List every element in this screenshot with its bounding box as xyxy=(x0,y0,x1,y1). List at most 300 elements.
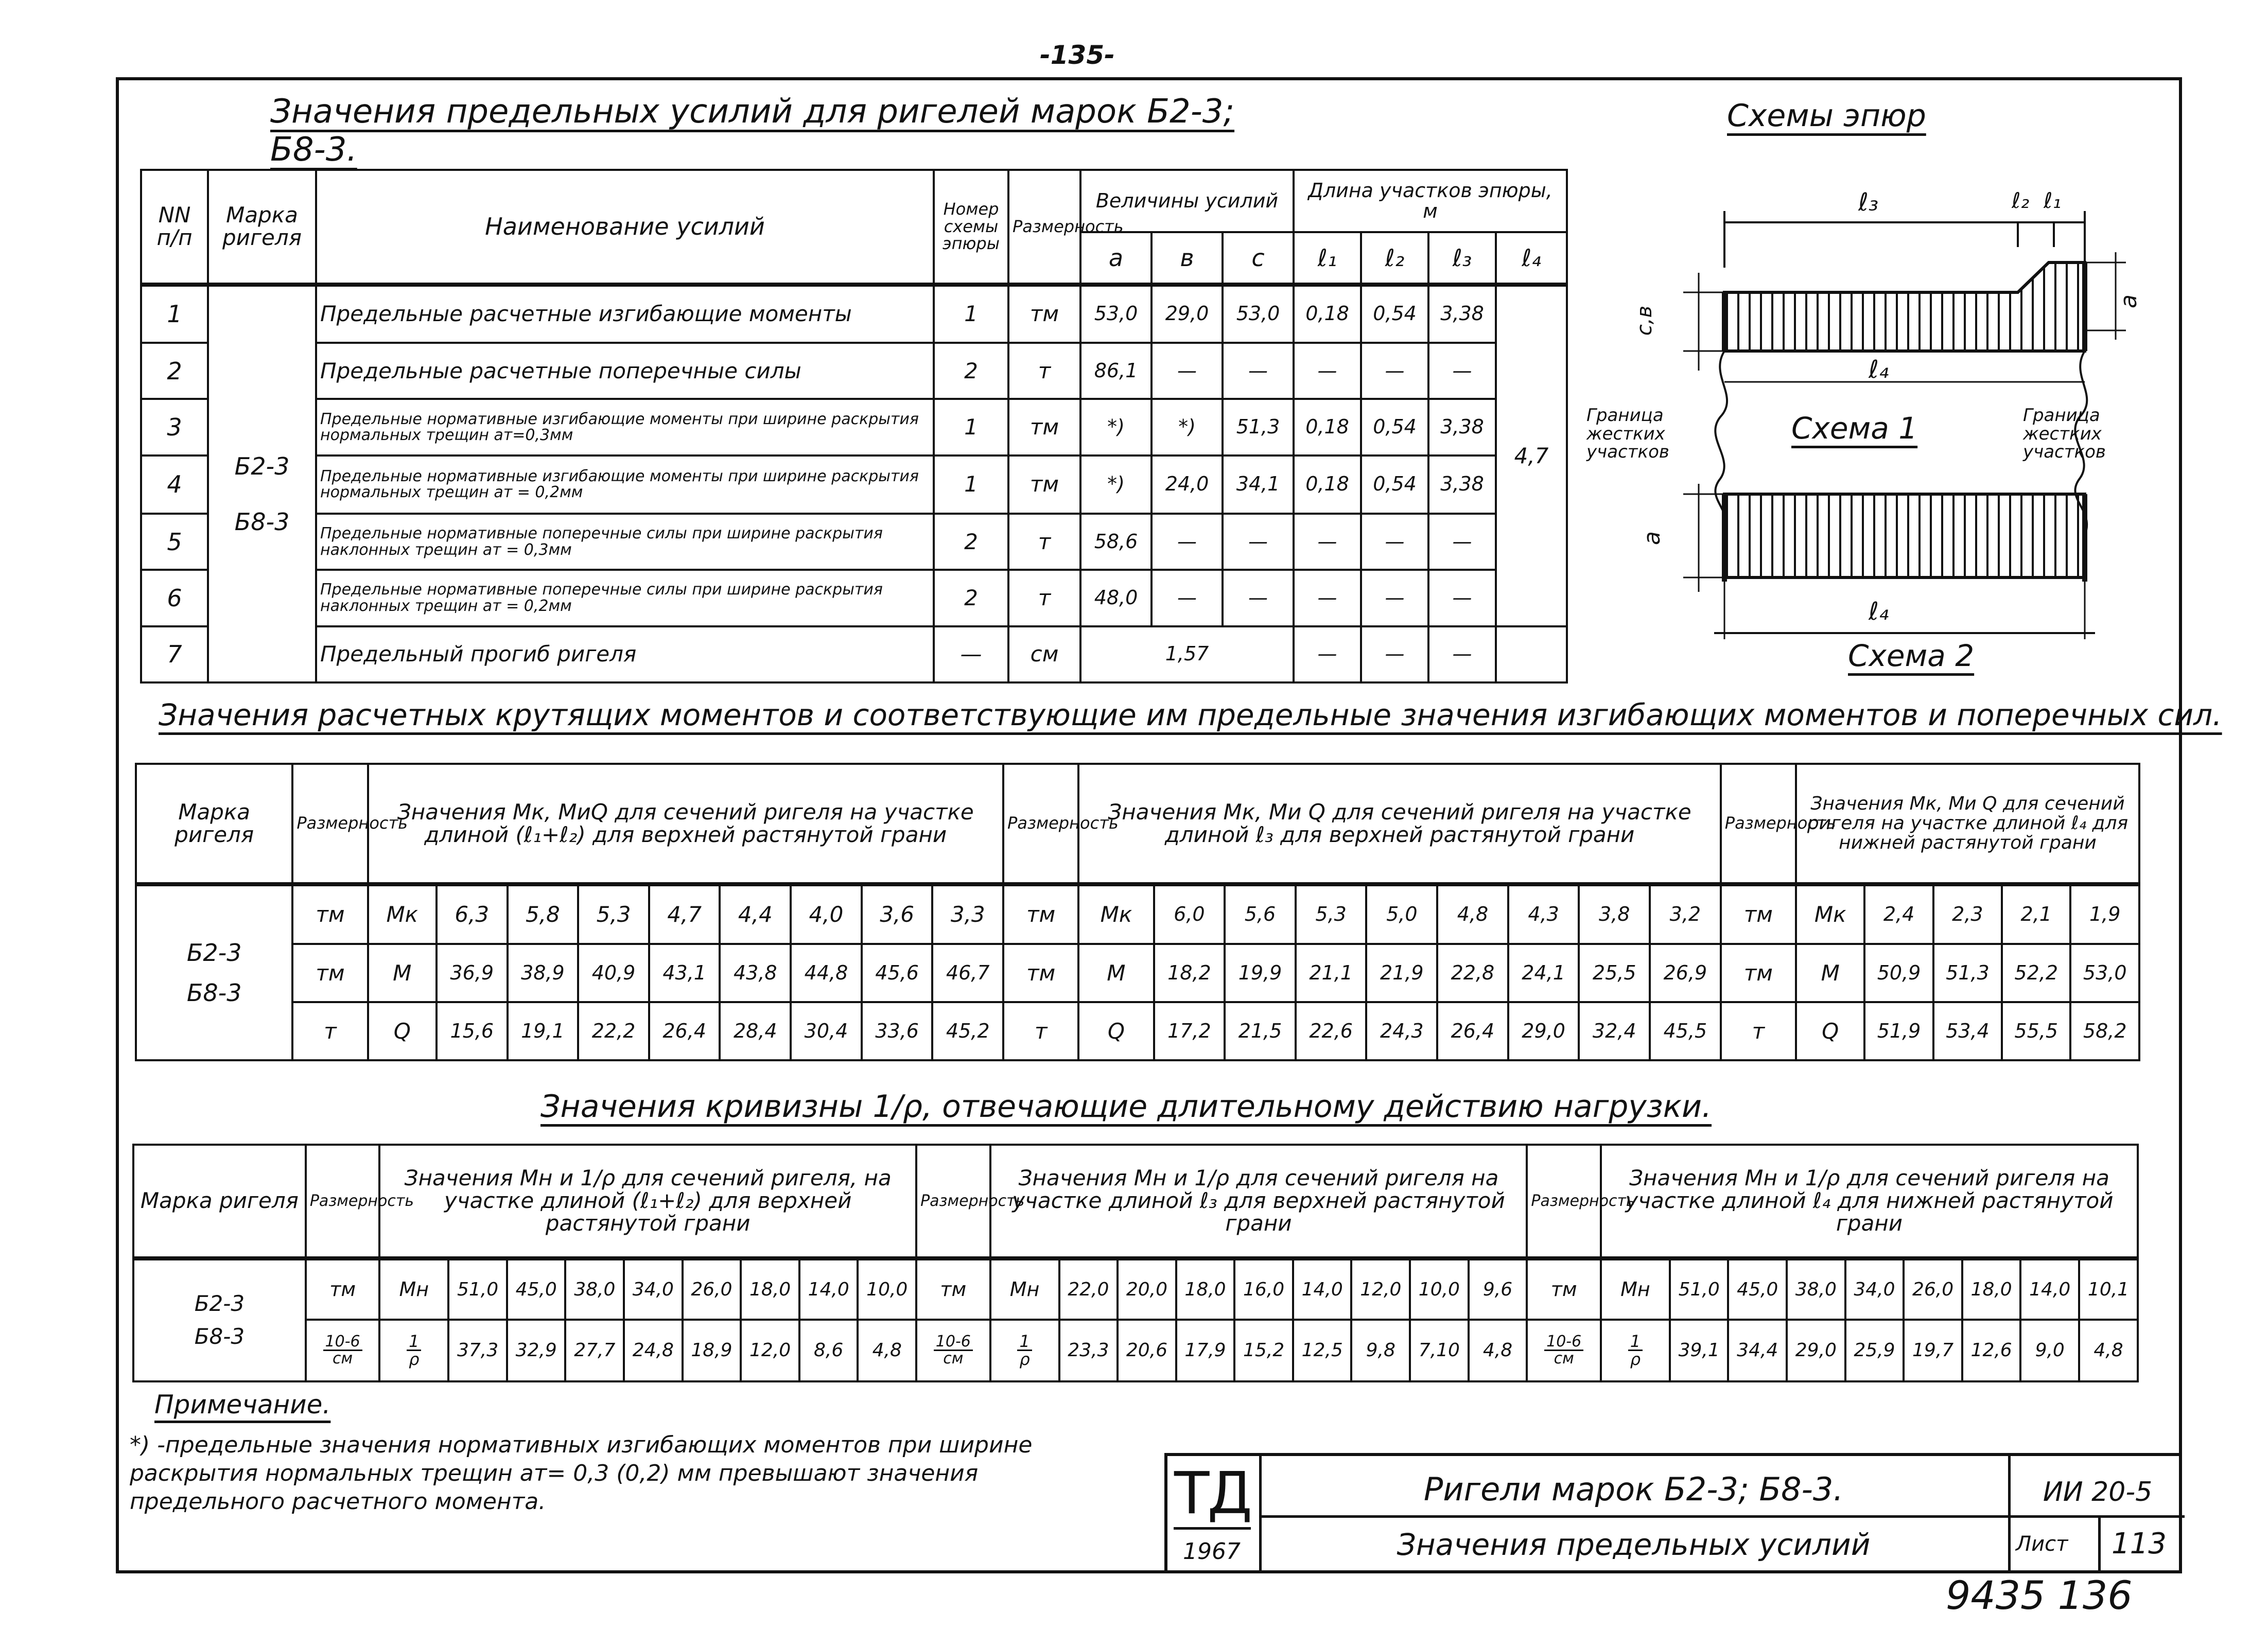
dim-denominator: см xyxy=(333,1350,353,1368)
value: 12,0 xyxy=(741,1320,799,1381)
value: 22,6 xyxy=(1296,1002,1367,1060)
empty-cell xyxy=(1496,626,1567,682)
value: 40,9 xyxy=(578,944,649,1002)
value-l1: — xyxy=(1294,343,1361,399)
symbol: Mн xyxy=(379,1258,448,1320)
scheme-number: 1 xyxy=(934,399,1008,455)
value-l1: — xyxy=(1294,570,1361,626)
col-group-2: Значения Mк, Mи Q для сечений ригеля на участке длиной ℓ₃ для верхней растянутой грани xyxy=(1078,764,1720,884)
stamp-divider xyxy=(1259,1515,2008,1518)
force-name: Предельные нормативные изгибающие моменты при ширине раскрытия нормальных трещин aт=0,3мм xyxy=(316,399,934,455)
col-marka: Марка ригеля xyxy=(133,1145,306,1258)
dimension: тм xyxy=(1721,944,1796,1002)
dimension: т xyxy=(1008,343,1080,399)
value: 34,0 xyxy=(1845,1258,1904,1320)
scheme-1-diagram xyxy=(1683,211,2126,535)
value: 3,8 xyxy=(1579,884,1650,944)
dimension: тм xyxy=(292,944,368,1002)
table-row xyxy=(133,1258,2138,1320)
dim-numerator: 10-6 xyxy=(323,1334,362,1351)
value: 29,0 xyxy=(1508,1002,1579,1060)
value-l3: — xyxy=(1428,626,1496,682)
value: 51,9 xyxy=(1864,1002,1933,1060)
value: 12,6 xyxy=(1962,1320,2021,1381)
scheme-number: — xyxy=(934,626,1008,682)
table-row xyxy=(141,514,1567,570)
value: 12,5 xyxy=(1293,1320,1352,1381)
dimension: тм xyxy=(1008,285,1080,343)
dim-l4-label-2: ℓ₄ xyxy=(1869,597,1889,626)
value: 4,8 xyxy=(2079,1320,2138,1381)
dimension: т xyxy=(292,1002,368,1060)
value: 18,0 xyxy=(1176,1258,1235,1320)
value-a: 53,0 xyxy=(1080,285,1152,343)
value: 43,8 xyxy=(720,944,791,1002)
value-c: 53,0 xyxy=(1223,285,1294,343)
dimension: т xyxy=(1008,570,1080,626)
sym-numerator: 1 xyxy=(1017,1333,1032,1351)
value: 3,2 xyxy=(1650,884,1721,944)
value-c: — xyxy=(1223,514,1294,570)
col-dim: Размерность xyxy=(1003,764,1078,884)
value-b: — xyxy=(1152,514,1223,570)
col-values: Величины усилий xyxy=(1080,170,1294,232)
col-nn: NN п/п xyxy=(141,170,208,285)
value: 21,9 xyxy=(1366,944,1437,1002)
value: 4,8 xyxy=(1437,884,1508,944)
value: 32,9 xyxy=(507,1320,566,1381)
col-name: Наименование усилий xyxy=(316,170,934,285)
dim-numerator: 10-6 xyxy=(934,1334,973,1351)
stamp-divider xyxy=(2011,1515,2185,1518)
value: 53,4 xyxy=(1933,1002,2002,1060)
value-l2: — xyxy=(1361,343,1428,399)
value: 9,8 xyxy=(1351,1320,1410,1381)
value-a: 58,6 xyxy=(1080,514,1152,570)
value-l3: 3,38 xyxy=(1428,399,1496,455)
value: 52,2 xyxy=(2002,944,2070,1002)
col-dim: Размерность xyxy=(1008,170,1080,285)
value: 46,7 xyxy=(932,944,1003,1002)
value: 51,0 xyxy=(1670,1258,1729,1320)
symbol: Q xyxy=(1796,1002,1864,1060)
value: 29,0 xyxy=(1787,1320,1845,1381)
table-row xyxy=(133,1320,2138,1381)
stamp-year: 1967 xyxy=(1183,1538,1241,1565)
force-name: Предельные нормативные поперечные силы при ширине раскрытия наклонных трещин aт = 0,2мм xyxy=(316,570,934,626)
dim-cb-label: с,в xyxy=(1633,305,1657,336)
dimension: т xyxy=(1003,1002,1078,1060)
table-row xyxy=(141,343,1567,399)
value-l2: — xyxy=(1361,570,1428,626)
dimension: тм xyxy=(1003,884,1078,944)
curvature-table xyxy=(132,1144,2139,1382)
row-number: 5 xyxy=(141,514,208,570)
value: 4,8 xyxy=(858,1320,916,1381)
symbol: M xyxy=(1078,944,1154,1002)
value: 26,4 xyxy=(649,1002,720,1060)
value-l2: 0,54 xyxy=(1361,399,1428,455)
stamp-sheet-number: 113 xyxy=(2112,1527,2167,1561)
marka-value: Б2-3 xyxy=(186,938,242,967)
value-b: — xyxy=(1152,343,1223,399)
value: 5,6 xyxy=(1225,884,1296,944)
symbol-fraction xyxy=(990,1320,1059,1381)
value: 4,8 xyxy=(1469,1320,1527,1381)
value-l3: 3,38 xyxy=(1428,455,1496,514)
value: 21,5 xyxy=(1225,1002,1296,1060)
table-row xyxy=(136,944,2139,1002)
symbol: Mк xyxy=(368,884,437,944)
col-dim: Размерность xyxy=(916,1145,990,1258)
value: 14,0 xyxy=(2020,1258,2079,1320)
archive-number: 9435 136 xyxy=(1946,1572,2133,1618)
value: 44,8 xyxy=(791,944,862,1002)
table-row xyxy=(141,399,1567,455)
value: 27,7 xyxy=(565,1320,624,1381)
value: 50,9 xyxy=(1864,944,1933,1002)
value: 38,0 xyxy=(565,1258,624,1320)
col-scheme: Номер схемы эпюры xyxy=(934,170,1008,285)
col-dim: Размерность xyxy=(306,1145,380,1258)
value-l2: 0,54 xyxy=(1361,285,1428,343)
force-name: Предельные расчетные поперечные силы xyxy=(316,343,934,399)
table1-title: Значения предельных усилий для ригелей марок Б2-3; Б8-3. xyxy=(270,93,1235,169)
value: 20,6 xyxy=(1118,1320,1176,1381)
scheme-1-label: Схема 1 xyxy=(1791,411,1918,446)
border-right-label: Граница жестких участков xyxy=(2023,405,2106,463)
value: 4,3 xyxy=(1508,884,1579,944)
value: 24,1 xyxy=(1508,944,1579,1002)
value-a: *) xyxy=(1080,399,1152,455)
value: 20,0 xyxy=(1118,1258,1176,1320)
dim-l2-label: ℓ₂ xyxy=(2012,188,2030,213)
marka-value: Б8-3 xyxy=(194,1324,245,1350)
col-group-3: Значения Mн и 1/ρ для сечений ригеля на участке длиной ℓ₄ для нижней растянутой грани xyxy=(1601,1145,2138,1258)
value: 10,0 xyxy=(1410,1258,1469,1320)
table2-title: Значения расчетных крутящих моментов и соответствующие им предельные значения изгибающих моментов и поперечных сил. xyxy=(159,697,2222,732)
value: 45,5 xyxy=(1650,1002,1721,1060)
value: 24,3 xyxy=(1366,1002,1437,1060)
col-dim: Размерность xyxy=(1527,1145,1601,1258)
value-l4: 4,7 xyxy=(1496,285,1567,626)
value: 18,0 xyxy=(1962,1258,2021,1320)
table-row xyxy=(136,884,2139,944)
dimension: тм xyxy=(1008,399,1080,455)
symbol: M xyxy=(1796,944,1864,1002)
value-l1: 0,18 xyxy=(1294,399,1361,455)
value-l1: 0,18 xyxy=(1294,285,1361,343)
value-l2: 0,54 xyxy=(1361,455,1428,514)
value: 19,7 xyxy=(1904,1320,1962,1381)
value: 17,2 xyxy=(1154,1002,1225,1060)
value-c: 34,1 xyxy=(1223,455,1294,514)
dim-l1-label: ℓ₁ xyxy=(2044,188,2062,213)
row-number: 3 xyxy=(141,399,208,455)
title-block xyxy=(1164,1453,2182,1573)
row-number: 6 xyxy=(141,570,208,626)
scheme-number: 2 xyxy=(934,343,1008,399)
note-title: Примечание. xyxy=(154,1390,331,1420)
value: 5,0 xyxy=(1366,884,1437,944)
sym-denominator: ρ xyxy=(409,1349,420,1369)
value: 10,0 xyxy=(858,1258,916,1320)
value: 22,8 xyxy=(1437,944,1508,1002)
dim-a-label: a xyxy=(2115,294,2142,308)
value: 22,0 xyxy=(1059,1258,1118,1320)
symbol: Mн xyxy=(1601,1258,1670,1320)
value: 19,9 xyxy=(1225,944,1296,1002)
col-marka: Марка ригеля xyxy=(208,170,316,285)
value: 14,0 xyxy=(1293,1258,1352,1320)
stamp-title-cell xyxy=(1259,1456,2008,1573)
value: 10,1 xyxy=(2079,1258,2138,1320)
value: 18,0 xyxy=(741,1258,799,1320)
value: 58,2 xyxy=(2070,1002,2139,1060)
value-l1: — xyxy=(1294,514,1361,570)
value-b: 29,0 xyxy=(1152,285,1223,343)
marka-cell xyxy=(208,285,316,682)
scheme-number: 2 xyxy=(934,570,1008,626)
value: 2,3 xyxy=(1933,884,2002,944)
value: 12,0 xyxy=(1351,1258,1410,1320)
stamp-divider xyxy=(2098,1515,2101,1573)
value: 37,3 xyxy=(448,1320,507,1381)
value: 28,4 xyxy=(720,1002,791,1060)
sym-denominator: ρ xyxy=(1019,1349,1030,1369)
col-l4: ℓ₄ xyxy=(1496,232,1567,284)
stamp-logo: ТД xyxy=(1174,1460,1251,1530)
value: 19,1 xyxy=(508,1002,579,1060)
value: 6,3 xyxy=(437,884,508,944)
symbol-fraction xyxy=(379,1320,448,1381)
value: 45,0 xyxy=(1728,1258,1787,1320)
marka-value: Б2-3 xyxy=(234,452,290,481)
stamp-sheet-label: Лист xyxy=(2016,1532,2068,1556)
dimension: т xyxy=(1008,514,1080,570)
value: 3,3 xyxy=(932,884,1003,944)
symbol: Q xyxy=(368,1002,437,1060)
value-l2: — xyxy=(1361,626,1428,682)
col-l2: ℓ₂ xyxy=(1361,232,1428,284)
symbol: Mн xyxy=(990,1258,1059,1320)
marka-cell xyxy=(136,884,292,1060)
value-l1: — xyxy=(1294,626,1361,682)
value: 9,6 xyxy=(1469,1258,1527,1320)
value-b: *) xyxy=(1152,399,1223,455)
value: 2,1 xyxy=(2002,884,2070,944)
dimension: тм xyxy=(292,884,368,944)
value: 8,6 xyxy=(799,1320,858,1381)
value: 4,4 xyxy=(720,884,791,944)
value-b: — xyxy=(1152,570,1223,626)
dimension: тм xyxy=(1003,944,1078,1002)
value: 4,0 xyxy=(791,884,862,944)
dimension: тм xyxy=(306,1258,380,1320)
sym-numerator: 1 xyxy=(1628,1333,1643,1351)
dimension: тм xyxy=(916,1258,990,1320)
value: 18,2 xyxy=(1154,944,1225,1002)
value: 38,9 xyxy=(508,944,579,1002)
sym-numerator: 1 xyxy=(407,1333,421,1351)
value-c: — xyxy=(1223,570,1294,626)
value: 34,4 xyxy=(1728,1320,1787,1381)
marka-value: Б8-3 xyxy=(186,978,242,1007)
value: 25,9 xyxy=(1845,1320,1904,1381)
value: 26,0 xyxy=(1904,1258,1962,1320)
value: 45,2 xyxy=(932,1002,1003,1060)
value: 14,0 xyxy=(799,1258,858,1320)
value: 36,9 xyxy=(437,944,508,1002)
col-group-3: Значения Mк, Mи Q для сечений ригеля на участке длиной ℓ₄ для нижней растянутой грани xyxy=(1796,764,2139,884)
col-l3: ℓ₃ xyxy=(1428,232,1496,284)
dim-a-label-2: a xyxy=(1638,531,1665,545)
value-l3: 3,38 xyxy=(1428,285,1496,343)
stamp-code: ИИ 20-5 xyxy=(2043,1477,2153,1508)
value: 4,7 xyxy=(649,884,720,944)
dim-denominator: см xyxy=(943,1350,964,1368)
value-a: 48,0 xyxy=(1080,570,1152,626)
value: 18,9 xyxy=(683,1320,741,1381)
value: 2,4 xyxy=(1864,884,1933,944)
value: 9,0 xyxy=(2020,1320,2079,1381)
dim-l3-label: ℓ₃ xyxy=(1858,188,1879,217)
col-l1: ℓ₁ xyxy=(1294,232,1361,284)
table-row xyxy=(136,1002,2139,1060)
border-left-label: Граница жестких участков xyxy=(1586,405,1669,463)
col-a: a xyxy=(1080,232,1152,284)
table-row xyxy=(141,626,1567,682)
scheme-number: 1 xyxy=(934,455,1008,514)
value: 15,6 xyxy=(437,1002,508,1060)
force-name: Предельные нормативные изгибающие моменты при ширине раскрытия нормальных трещин aт = 0,2мм xyxy=(316,455,934,514)
symbol: M xyxy=(368,944,437,1002)
table3-title: Значения кривизны 1/ρ, отвечающие длительному действию нагрузки. xyxy=(540,1089,1712,1125)
row-number: 2 xyxy=(141,343,208,399)
torque-table xyxy=(135,763,2140,1061)
value: 22,2 xyxy=(578,1002,649,1060)
note-text: *) -предельные значения нормативных изгибающих моментов при ширине раскрытия нормальных трещин aт= 0,3 (0,2) мм превышают значения предельного расчетного момента. xyxy=(130,1432,1033,1515)
value-deflection: 1,57 xyxy=(1080,626,1294,682)
value-a: *) xyxy=(1080,455,1152,514)
marka-value: Б2-3 xyxy=(194,1291,245,1317)
value: 5,8 xyxy=(508,884,579,944)
value: 24,8 xyxy=(624,1320,683,1381)
col-dim: Размерность xyxy=(1721,764,1796,884)
value-b: 24,0 xyxy=(1152,455,1223,514)
dimension: т xyxy=(1721,1002,1796,1060)
symbol-fraction xyxy=(1601,1320,1670,1381)
schemes-title: Схемы эпюр xyxy=(1727,98,1926,134)
value-c: — xyxy=(1223,343,1294,399)
symbol: Mк xyxy=(1796,884,1864,944)
force-name: Предельные нормативные поперечные силы при ширине раскрытия наклонных трещин aт = 0,3мм xyxy=(316,514,934,570)
col-dim: Размерность xyxy=(292,764,368,884)
force-name: Предельные расчетные изгибающие моменты xyxy=(316,285,934,343)
row-number: 1 xyxy=(141,285,208,343)
value: 43,1 xyxy=(649,944,720,1002)
value-l2: — xyxy=(1361,514,1428,570)
table-row xyxy=(141,455,1567,514)
stamp-subtitle: Значения предельных усилий xyxy=(1397,1527,1871,1562)
value-a: 86,1 xyxy=(1080,343,1152,399)
table-row xyxy=(141,570,1567,626)
col-group-1: Значения Mк, MиQ для сечений ригеля на участке длиной (ℓ₁+ℓ₂) для верхней растянутой грани xyxy=(368,764,1003,884)
value: 23,3 xyxy=(1059,1320,1118,1381)
scheme-number: 2 xyxy=(934,514,1008,570)
value-l1: 0,18 xyxy=(1294,455,1361,514)
stamp-title: Ригели марок Б2-3; Б8-3. xyxy=(1423,1470,1844,1508)
value: 3,6 xyxy=(862,884,933,944)
value: 21,1 xyxy=(1296,944,1367,1002)
force-name: Предельный прогиб ригеля xyxy=(316,626,934,682)
value-c: 51,3 xyxy=(1223,399,1294,455)
value-l3: — xyxy=(1428,570,1496,626)
dimension: тм xyxy=(1721,884,1796,944)
row-number: 4 xyxy=(141,455,208,514)
value: 7,10 xyxy=(1410,1320,1469,1381)
symbol: Q xyxy=(1078,1002,1154,1060)
col-c: с xyxy=(1223,232,1294,284)
value: 30,4 xyxy=(791,1002,862,1060)
value: 25,5 xyxy=(1579,944,1650,1002)
dimension-fraction xyxy=(306,1320,380,1381)
value: 38,0 xyxy=(1787,1258,1845,1320)
value: 55,5 xyxy=(2002,1002,2070,1060)
limit-forces-table xyxy=(140,169,1568,684)
value: 6,0 xyxy=(1154,884,1225,944)
marka-cell xyxy=(133,1258,306,1381)
value: 1,9 xyxy=(2070,884,2139,944)
scheme-2-diagram xyxy=(1683,484,2095,639)
col-b: в xyxy=(1152,232,1223,284)
value: 53,0 xyxy=(2070,944,2139,1002)
dimension: тм xyxy=(1527,1258,1601,1320)
value: 45,6 xyxy=(862,944,933,1002)
value: 51,3 xyxy=(1933,944,2002,1002)
col-group-1: Значения Mн и 1/ρ для сечений ригеля, на участке длиной (ℓ₁+ℓ₂) для верхней растянутой грани xyxy=(379,1145,916,1258)
dimension: тм xyxy=(1008,455,1080,514)
value: 51,0 xyxy=(448,1258,507,1320)
dim-numerator: 10-6 xyxy=(1544,1334,1583,1351)
stamp-code-cell xyxy=(2008,1456,2185,1573)
value: 39,1 xyxy=(1670,1320,1729,1381)
dimension-fraction xyxy=(916,1320,990,1381)
row-number: 7 xyxy=(141,626,208,682)
dimension: см xyxy=(1008,626,1080,682)
scheme-number: 1 xyxy=(934,285,1008,343)
value: 33,6 xyxy=(862,1002,933,1060)
value-l3: — xyxy=(1428,514,1496,570)
value: 26,9 xyxy=(1650,944,1721,1002)
value-l3: — xyxy=(1428,343,1496,399)
table-row xyxy=(141,285,1567,343)
value: 32,4 xyxy=(1579,1002,1650,1060)
value: 34,0 xyxy=(624,1258,683,1320)
col-length: Длина участков эпюры, м xyxy=(1294,170,1567,232)
page-number: -135- xyxy=(1040,40,1115,70)
sym-denominator: ρ xyxy=(1630,1349,1641,1369)
value: 17,9 xyxy=(1176,1320,1235,1381)
value: 16,0 xyxy=(1234,1258,1293,1320)
col-group-2: Значения Mн и 1/ρ для сечений ригеля на участке длиной ℓ₃ для верхней растянутой грани xyxy=(990,1145,1527,1258)
col-marka: Марка ригеля xyxy=(136,764,292,884)
scheme-2-label: Схема 2 xyxy=(1848,638,1975,673)
dim-l4-label: ℓ₄ xyxy=(1869,355,1889,384)
value: 45,0 xyxy=(507,1258,566,1320)
value: 5,3 xyxy=(578,884,649,944)
value: 26,4 xyxy=(1437,1002,1508,1060)
